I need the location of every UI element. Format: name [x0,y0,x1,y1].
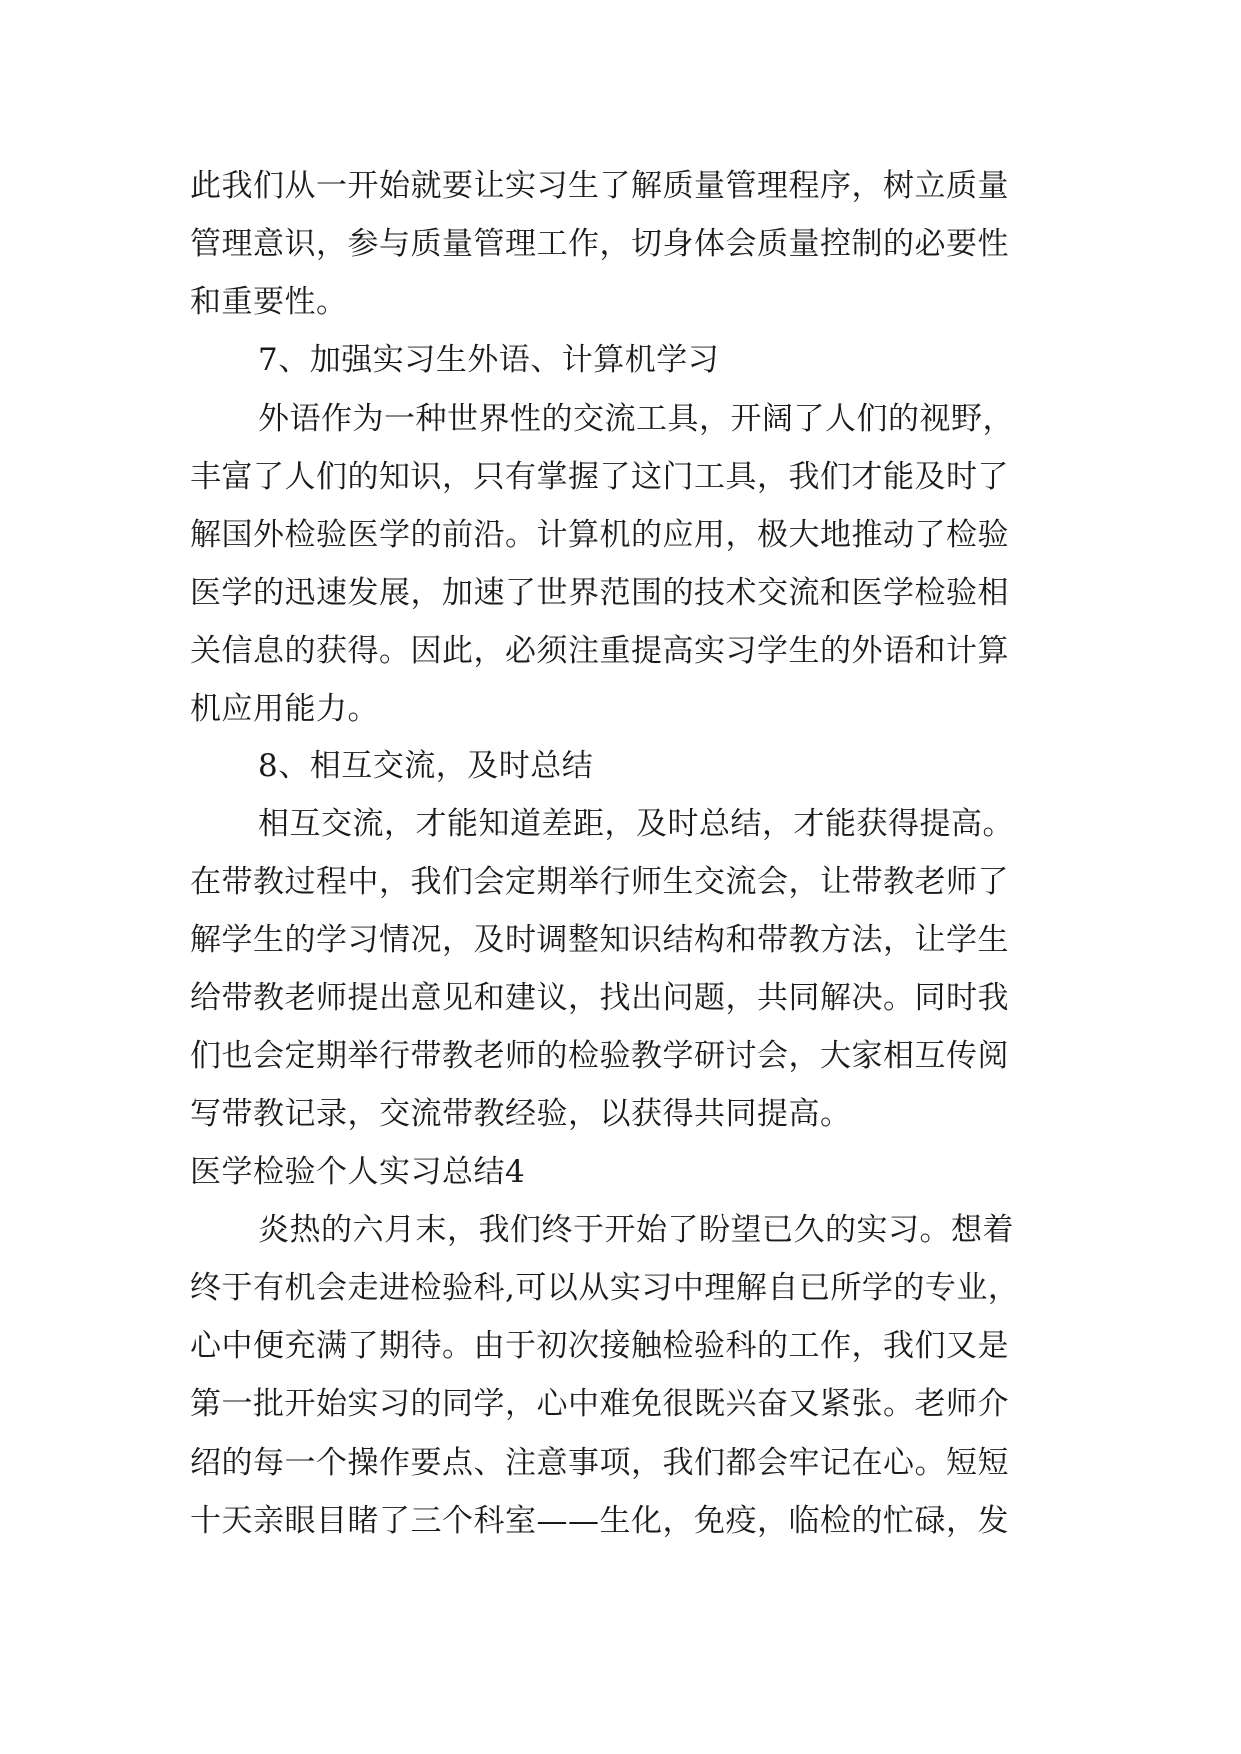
text-line: 心中便充满了期待。由于初次接触检验科的工作，我们又是 [190,1328,1009,1364]
text-line: 解国外检验医学的前沿。计算机的应用，极大地推动了检验 [190,517,1009,553]
text-line: 绍的每一个操作要点、注意事项，我们都会牢记在心。短短 [190,1445,1009,1481]
text-line: 在带教过程中，我们会定期举行师生交流会，让带教老师了 [190,864,1009,900]
section-heading: 8、相互交流，及时总结 [258,748,594,784]
text-line: 和重要性。 [190,284,348,320]
text-line: 写带教记录，交流带教经验，以获得共同提高。 [190,1096,852,1132]
text-line: 们也会定期举行带教老师的检验教学研讨会，大家相互传阅 [190,1038,1009,1074]
section-heading: 7、加强实习生外语、计算机学习 [258,342,720,378]
text-line: 医学的迅速发展，加速了世界范围的技术交流和医学检验相 [190,575,1009,611]
text-line: 外语作为一种世界性的交流工具，开阔了人们的视野， [258,401,1014,437]
text-line: 终于有机会走进检验科,可以从实习中理解自已所学的专业， [190,1270,1020,1306]
text-line: 炎热的六月末，我们终于开始了盼望已久的实习。想着 [258,1212,1014,1248]
text-line: 相互交流，才能知道差距，及时总结，才能获得提高。 [258,806,1014,842]
text-line: 丰富了人们的知识，只有掌握了这门工具，我们才能及时了 [190,459,1009,495]
text-line: 关信息的获得。因此，必须注重提高实习学生的外语和计算 [190,633,1009,669]
text-line: 此我们从一开始就要让实习生了解质量管理程序，树立质量 [190,168,1009,204]
text-line: 十天亲眼目睹了三个科室——生化，免疫，临检的忙碌，发 [190,1503,1009,1539]
text-line: 解学生的学习情况，及时调整知识结构和带教方法，让学生 [190,922,1009,958]
text-line: 管理意识，参与质量管理工作，切身体会质量控制的必要性 [190,226,1009,262]
document-title: 医学检验个人实习总结4 [190,1154,526,1190]
text-line: 第一批开始实习的同学，心中难免很既兴奋又紧张。老师介 [190,1386,1009,1422]
text-line: 给带教老师提出意见和建议，找出问题，共同解决。同时我 [190,980,1009,1016]
text-line: 机应用能力。 [190,691,379,727]
